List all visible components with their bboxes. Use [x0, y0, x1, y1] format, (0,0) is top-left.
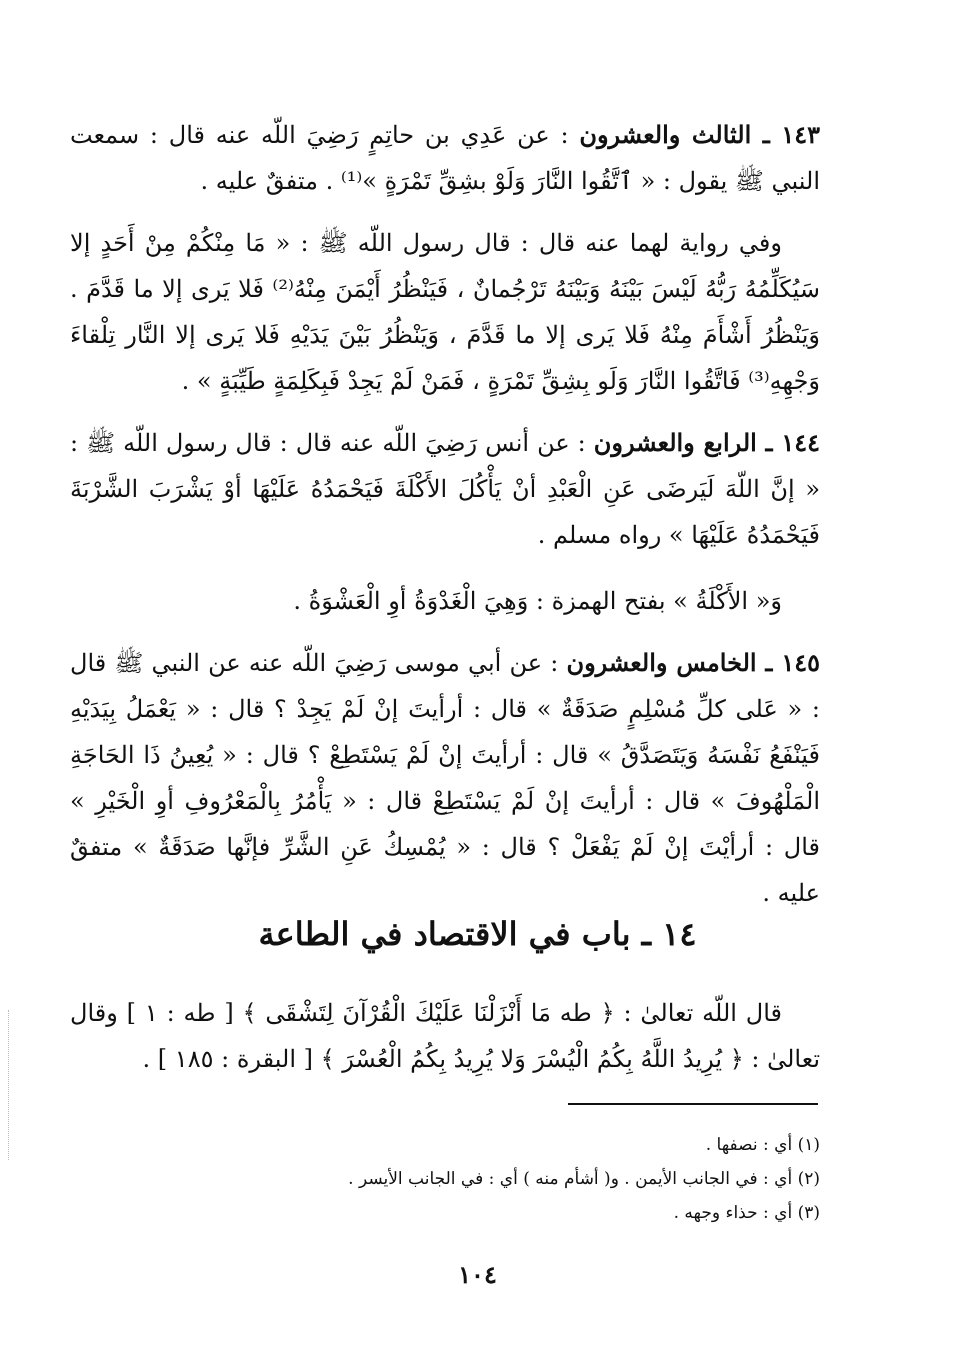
hadith-143-paragraph	[70, 112, 820, 204]
page-number: ١٠٤	[458, 1260, 497, 1289]
akla-text: وَ« الأَكْلَةُ » بفتح الهمزة : وَهِيَ الْغَدْوَةُ أوِ الْعَشْوَةُ .	[293, 587, 782, 615]
footnote-item: (٣) أي : حذاء وجهه .	[673, 1203, 820, 1223]
hadith-144-heading: ١٤٤ ـ الرابع والعشرون	[593, 428, 820, 457]
hadith-143-heading: ١٤٣ ـ الثالث والعشرون	[579, 120, 820, 149]
hadith-144-text: : عن أنس رَضِيَ اللّه عنه قال : قال رسول اللّه ﷺ : « إنَّ اللّهَ لَيَرضَى عَنِ الْعَبْدِ أنْ يَأْكُلَ الأَكْلَةَ فَيَحْمَدُهُ عَلَيْهَا أوْ يَشْرَبَ الشَّرْبَةَ فَيَحْمَدُهُ عَلَيْهَا » رواه مسلم .	[70, 429, 821, 549]
footnote-item: (١) أي : نصفها .	[705, 1135, 820, 1155]
footnote-divider	[568, 1103, 818, 1105]
hadith-145-paragraph	[70, 640, 820, 916]
akla-explanation	[70, 578, 820, 624]
footnote-item: (٢) أي : في الجانب الأيمن . و( أشأم منه ) أي : في الجانب الأيسر .	[348, 1169, 820, 1189]
chapter-title: ١٤ ـ باب في الاقتصاد في الطاعة	[258, 915, 697, 953]
riwaya-text: وفي رواية لهما عنه قال : قال رسول اللّه ﷺ : « مَا مِنْكُمْ مِنْ أَحَدٍ إلا سَيُكَلِّمُهُ رَبُّهُ لَيْسَ بَيْنَهُ وَبَيْنَهُ تَرْجُمانٌ ، فَيَنْظُرُ أَيْمَنَ مِنْهُ⁽²⁾ فَلا يَرى إلا ما قَدَّمَ . وَيَنْظُرُ أَشْأَمَ مِنْهُ فَلا يَرى إلا ما قَدَّمَ ، وَيَنْظُرُ بَيْنَ يَدَيْهِ فَلا يَرى إلا النَّار تِلْقاءَ وَجْهِهِ⁽³⁾ فَاتَّقُوا النَّارَ وَلَو بِشِقِّ تَمْرَةٍ ، فَمَنْ لَمْ يَجِدْ فَبِكَلِمَةٍ طَيِّبَةٍ » .	[70, 229, 821, 395]
verses-text: قال اللّه تعالىٰ : ﴿ طه مَا أَنْزَلْنَا عَلَيْكَ الْقُرْآنَ لِتَشْقَى ﴾ [ طه : ١ ] وقال تعالىٰ : ﴿ يُرِيدُ اللَّهُ بِكُمُ الْيُسْرَ وَلا يُرِيدُ بِكُمُ الْعُسْرَ ﴾ [ البقرة : ١٨٥ ] .	[70, 999, 820, 1073]
footnotes-list	[200, 1128, 820, 1230]
hadith-143-text: : عن عَدِي بن حاتِمٍ رَضِيَ اللّه عنه قال : سمعت النبي ﷺ يقول : « ٱتَّقُوا النَّارَ وَلَوْ بشِقِّ تَمْرَةٍ »⁽¹⁾ . متفقٌ عليه .	[70, 121, 820, 195]
hadith-145-text: : عن أبي موسى رَضِيَ اللّه عنه عن النبي ﷺ قال : « عَلى كلِّ مُسْلِمٍ صَدَقَةٌ » قال : أرأيتَ إنْ لَمْ يَجِدْ ؟ قال : « يَعْمَلُ بِيَدَيْهِ فَيَنْفَعُ نَفْسَهُ وَيَتَصَدَّقُ » قال : أرأيتَ إنْ لَمْ يَسْتَطِعْ ؟ قال : « يُعِينُ ذَا الحَاجَةِ الْمَلْهُوفَ » قال : أرأيتَ إنْ لَمْ يَسْتَطِعْ قال : « يَأْمُرُ بِالْمَعْرُوفِ أوِ الْخَيْرِ » قال : أرأيْتَ إنْ لَمْ يَفْعَلْ ؟ قال : « يُمْسِكُ عَنِ الشَّرِّ فإنَّها صَدَقَةٌ » متفقٌ عليه .	[70, 649, 820, 907]
riwaya-paragraph	[70, 220, 820, 404]
hadith-144-paragraph	[70, 420, 820, 558]
scan-margin-mark	[8, 1010, 11, 1160]
verses-paragraph	[70, 990, 820, 1082]
hadith-145-heading: ١٤٥ ـ الخامس والعشرون	[566, 648, 821, 677]
